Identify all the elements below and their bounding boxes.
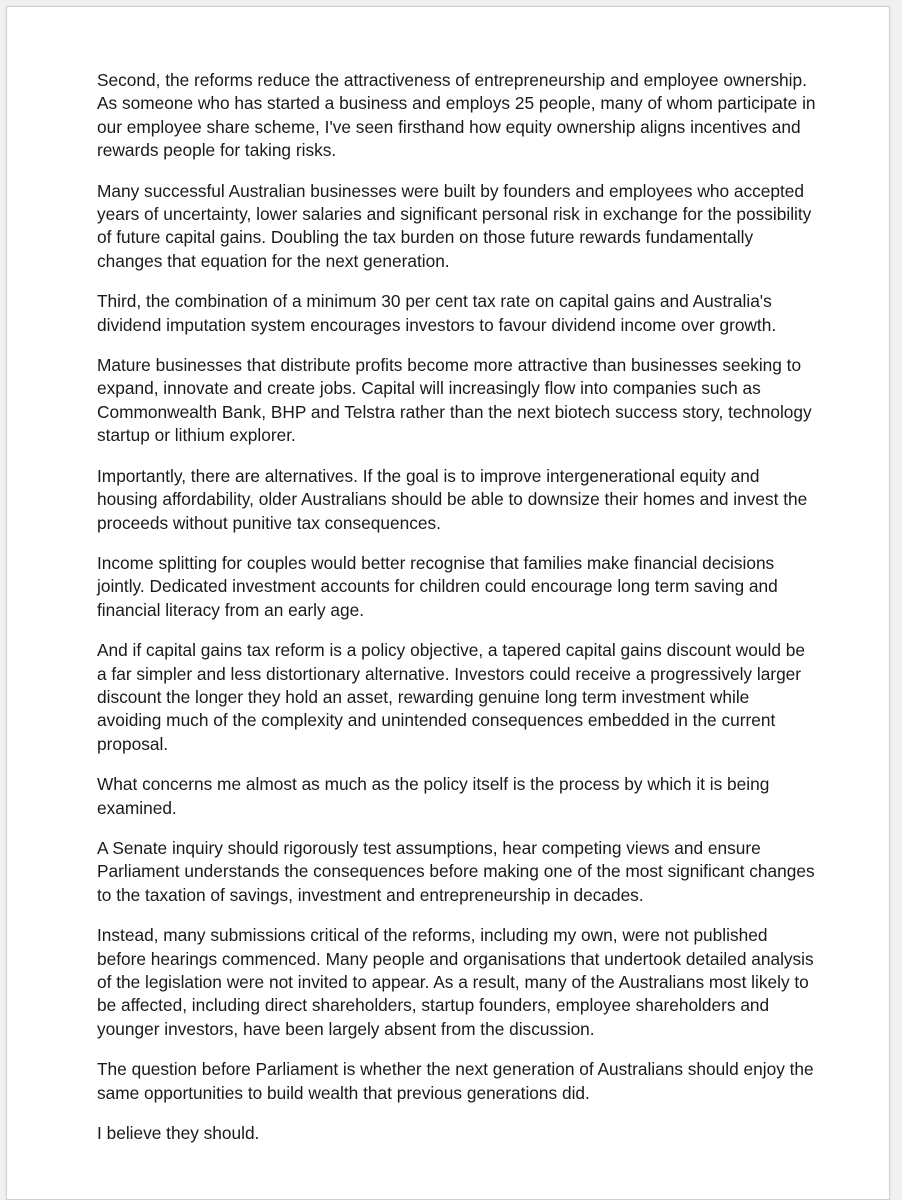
paragraph-4: Mature businesses that distribute profits become more attractive than businesses seeking to expand, innovate and create jobs. Capital will increasingly flow into companies such as Commonwealth Bank, BHP and Telstra rather than the next biotech success story, technology startup or lithium explorer. [97,355,812,446]
paragraph-9: A Senate inquiry should rigorously test assumptions, hear competing views and ensure Parliament understands the consequences before making one of the most significant changes to the taxation of savings, investment and entrepreneurship in decades. [97,837,815,905]
document-body [97,69,817,1162]
paragraph-12: I believe they should. [97,1123,260,1144]
document-page [6,6,890,1200]
paragraph-2: Many successful Australian businesses were built by founders and employees who accepted years of uncertainty, lower salaries and significant personal risk in exchange for the possibility of future capital gains. Doubling the tax burden on those future rewards fundamentally changes that equation for the next generation. [97,180,812,271]
paragraph-1: Second, the reforms reduce the attractiveness of entrepreneurship and employee ownership. As someone who has started a business and employs 25 people, many of whom participate in our employee share scheme, I've seen firsthand how equity ownership aligns incentives and rewards people for taking risks. [97,70,816,161]
paragraph-7: And if capital gains tax reform is a policy objective, a tapered capital gains discount would be a far simpler and less distortionary alternative. Investors could receive a progressively larger discount the longer they hold an asset, rewarding genuine long term investment while avoiding much of the complexity and unintended consequences embedded in the current proposal. [97,640,805,754]
paragraph-11: The question before Parliament is whether the next generation of Australians should enjoy the same opportunities to build wealth that previous generations did. [97,1059,814,1103]
paragraph-5: Importantly, there are alternatives. If the goal is to improve intergenerational equity and housing affordability, older Australians should be able to downsize their homes and invest the proceeds without punitive tax consequences. [97,465,808,533]
paragraph-3: Third, the combination of a minimum 30 per cent tax rate on capital gains and Australia's dividend imputation system encourages investors to favour dividend income over growth. [97,291,777,335]
paragraph-10: Instead, many submissions critical of the reforms, including my own, were not published before hearings commenced. Many people and organisations that undertook detailed analysis of the legislation were not invited to appear. As a result, many of the Australians most likely to be affected, including direct shareholders, startup founders, employee shareholders and younger investors, have been largely absent from the discussion. [97,925,814,1039]
paragraph-6: Income splitting for couples would better recognise that families make financial decisions jointly. Dedicated investment accounts for children could encourage long term saving and financial literacy from an early age. [97,552,778,620]
paragraph-8: What concerns me almost as much as the policy itself is the process by which it is being examined. [97,774,770,818]
